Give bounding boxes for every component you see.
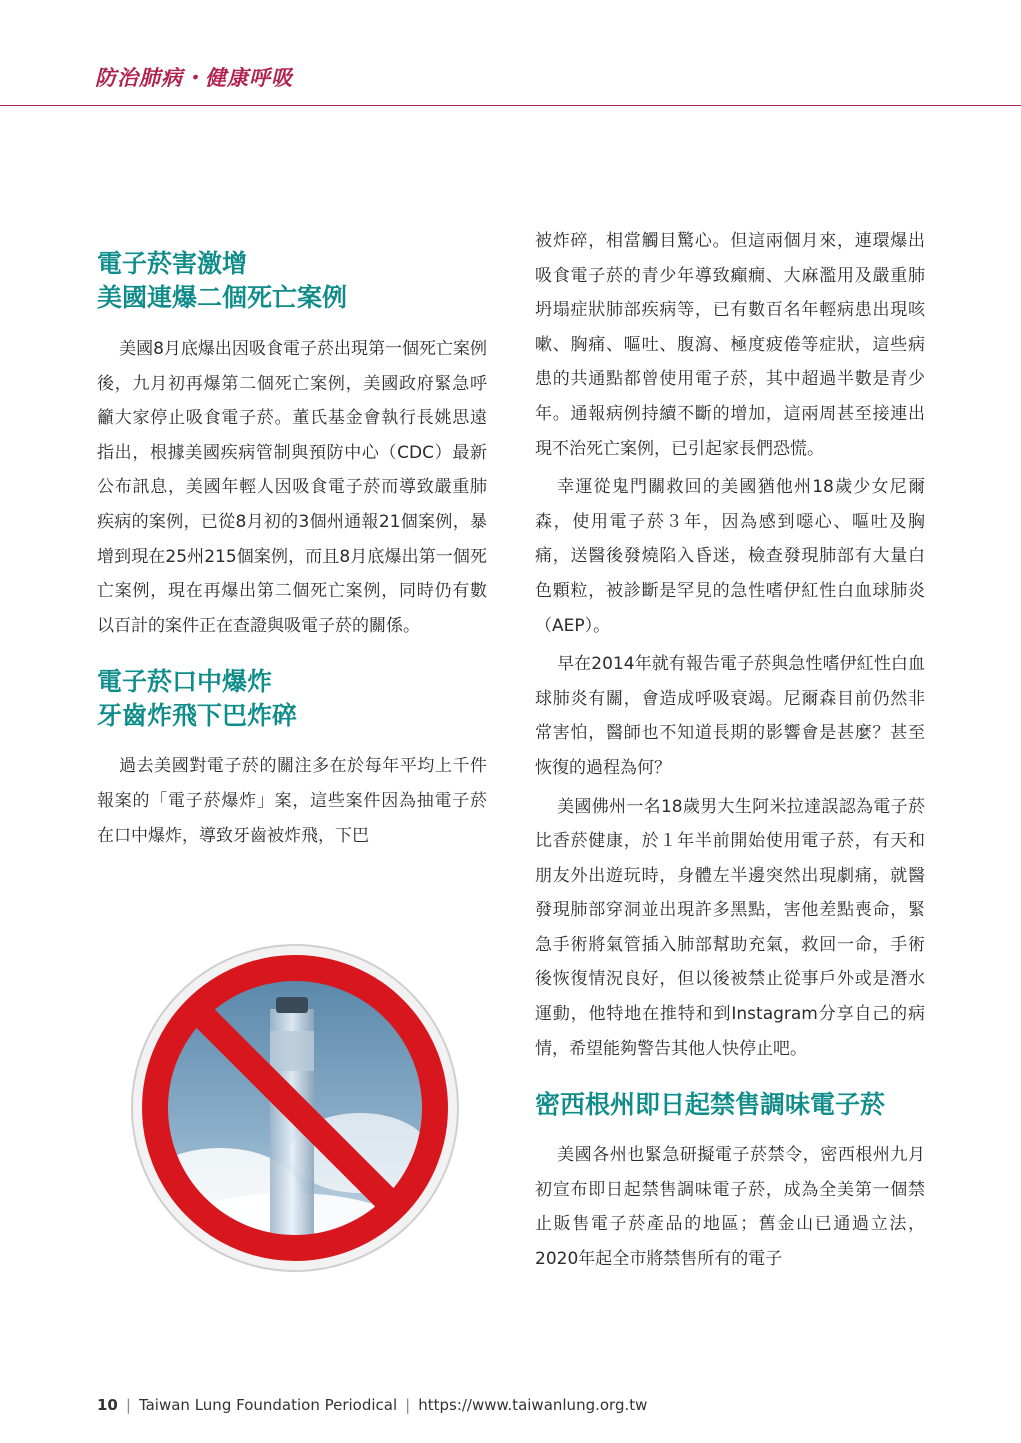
- paragraph-5: 美國佛州一名18歲男大生阿米拉達誤認為電子菸比香菸健康，於１年半前開始使用電子菸，有天和朋友外出遊玩時，身體左半邊突然出現劇痛，就醫發現肺部穿洞並出現許多黑點，害他差點喪命，緊急手術將氣管插入肺部幫助充氣，救回一命，手術後恢復情況良好，但以後被禁止從事戶外或是潛水運動，他特地在推特和到Instagram分享自己的病情，希望能夠警告其他人快停止吧。: [535, 796, 925, 1059]
- website-url[interactable]: https://www.taiwanlung.org.tw: [418, 1396, 648, 1414]
- page-number: 10: [97, 1396, 118, 1414]
- paragraph-3: 幸運從鬼門關救回的美國猶他州18歲少女尼爾森，使用電子菸３年，因為感到噁心、嘔吐及胸痛，送醫後發燒陷入昏迷，檢查發現肺部有大量白色顆粒，被診斷是罕見的急性嗜伊紅性白血球肺炎（AEP）。: [535, 477, 925, 636]
- paragraph-1: 美國8月底爆出因吸食電子菸出現第一個死亡案例後，九月初再爆第二個死亡案例，美國政府緊急呼籲大家停止吸食電子菸。董氏基金會執行長姚思遠指出，根據美國疾病管制與預防中心（CDC）最新公布訊息，美國年輕人因吸食電子菸而導致嚴重肺疾病的案例，已從8月初的3個州通報21個案例，暴增到現在25州215個案例，而且8月底爆出第一個死亡案例，現在再爆出第二個死亡案例，同時仍有數以百計的案件正在查證與吸電子菸的關係。: [97, 339, 487, 636]
- page-footer: [97, 1396, 647, 1414]
- no-e-cigarette-sign-icon: [130, 943, 460, 1273]
- footer-separator: |: [405, 1396, 411, 1414]
- left-column: [97, 247, 487, 853]
- paragraph-4: 早在2014年就有報告電子菸與急性嗜伊紅性白血球肺炎有關，會造成呼吸衰竭。尼爾森目前仍然非常害怕，醫師也不知道長期的影響會是甚麼？甚至恢復的過程為何？: [535, 654, 925, 778]
- article-heading-1: [97, 247, 487, 315]
- header-divider: [0, 105, 1021, 106]
- heading-1-line-2: 美國連爆二個死亡案例: [97, 283, 348, 312]
- right-column: [535, 224, 925, 1277]
- heading-2-line-2: 牙齒炸飛下巴炸碎: [97, 701, 298, 731]
- paragraph-continued: 被炸碎，相當觸目驚心。但這兩個月來，連環爆出吸食電子菸的青少年導致癲癇、大麻濫用及嚴重肺坍塌症狀肺部疾病等，已有數百名年輕病患出現咳嗽、胸痛、嘔吐、腹瀉、極度疲倦等症狀，這些病患的共通點都曾使用電子菸，其中超過半數是青少年。通報病例持續不斷的增加，這兩周甚至接連出現不治死亡案例，已引起家長們恐慌。: [535, 231, 925, 459]
- article-heading-3: 密西根州即日起禁售調味電子菸: [535, 1090, 886, 1120]
- article-heading-2: [97, 665, 487, 733]
- section-title: 防治肺病・健康呼吸: [95, 65, 293, 90]
- paragraph-6: 美國各州也緊急研擬電子菸禁令，密西根州九月初宣布即日起禁售調味電子菸，成為全美第一個禁止販售電子菸產品的地區；舊金山已通過立法，2020年起全市將禁售所有的電子: [535, 1145, 925, 1270]
- footer-separator: |: [125, 1396, 131, 1414]
- heading-1-line-1: 電子菸害激增: [97, 249, 248, 278]
- heading-2-line-1: 電子菸口中爆炸: [97, 667, 273, 697]
- paragraph-2: 過去美國對電子菸的關注多在於每年平均上千件報案的「電子菸爆炸」案，這些案件因為抽電子菸在口中爆炸，導致牙齒被炸飛，下巴: [97, 756, 487, 846]
- periodical-name: Taiwan Lung Foundation Periodical: [138, 1396, 398, 1414]
